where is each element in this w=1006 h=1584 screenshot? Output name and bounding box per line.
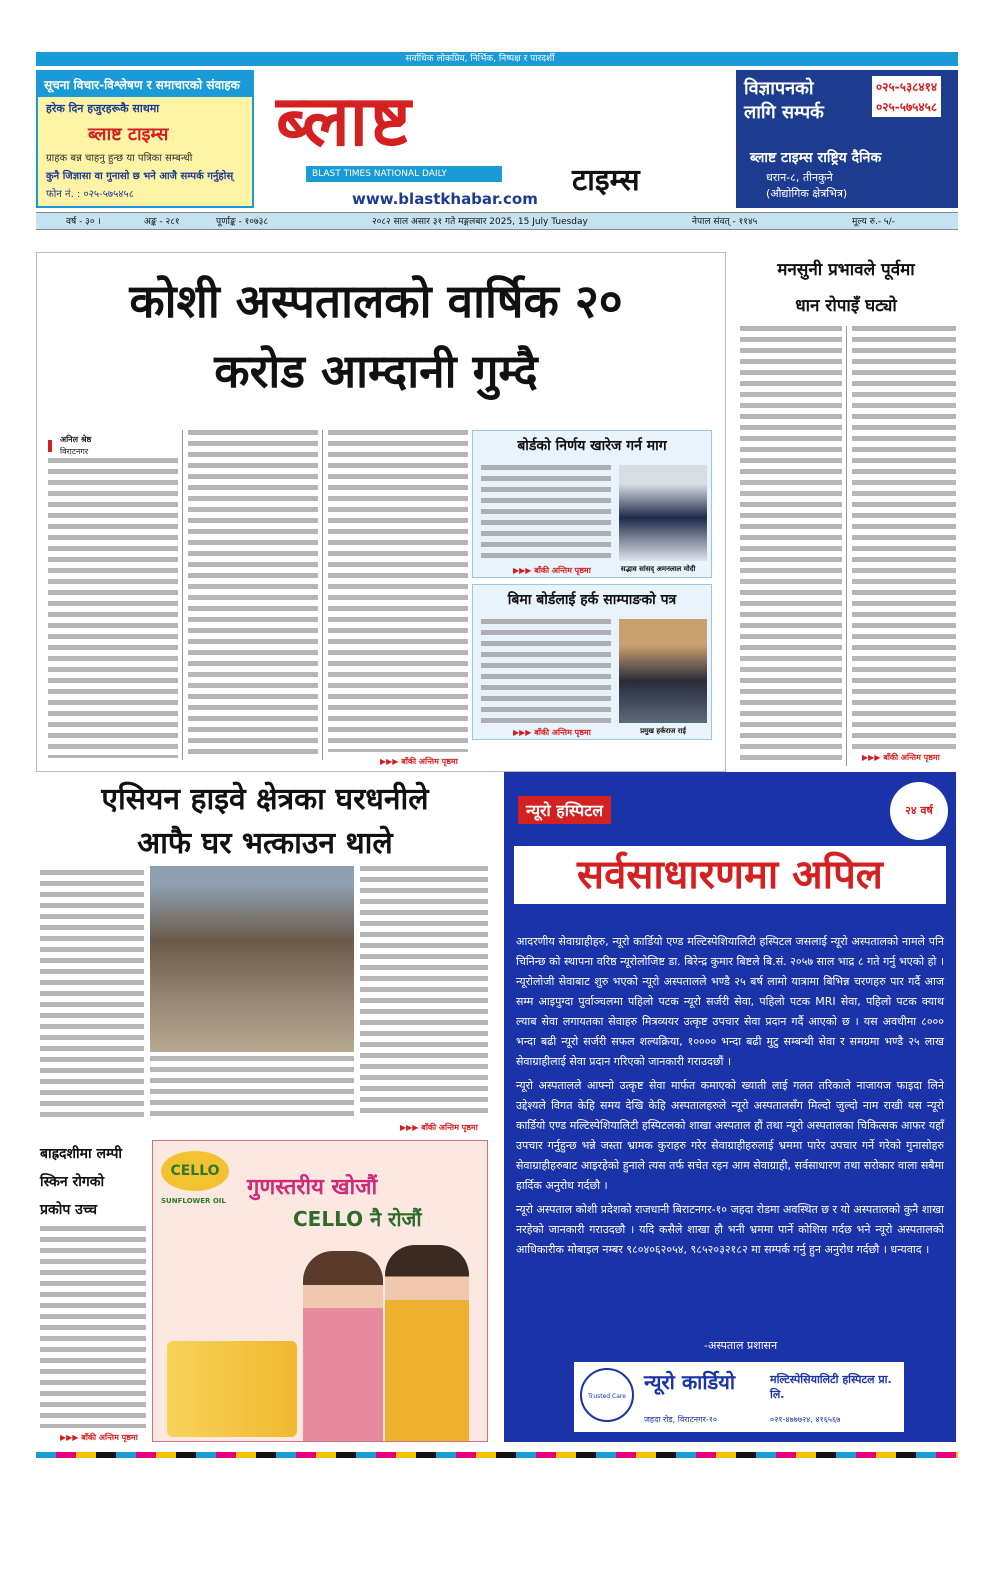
byline-marker xyxy=(48,440,52,452)
lead-headline xyxy=(40,266,712,406)
masthead-logo: ब्लाष्ट xyxy=(276,79,413,162)
masthead-logo-sub: टाइम्स xyxy=(572,163,640,198)
right-column-2 xyxy=(852,326,956,750)
box2-body xyxy=(481,619,611,723)
box1-photo xyxy=(619,465,707,561)
masthead xyxy=(262,70,712,208)
lead-column-3 xyxy=(328,430,468,752)
neuro-title: सर्वसाधारणमा अपिल xyxy=(514,846,946,904)
skin-continued-label: बाँकी अन्तिम पृष्ठमा xyxy=(81,1433,138,1442)
column-divider xyxy=(182,430,183,760)
left-ad-brand: ब्लाष्ट टाइम्स xyxy=(88,124,169,145)
issue-number: अङ्क - २८१ xyxy=(144,217,180,227)
right-story-headline xyxy=(734,252,958,324)
highway-column-2 xyxy=(150,1056,354,1120)
box2-caption: प्रमुख हर्कराज राई xyxy=(640,727,686,735)
issue-date: २०८२ साल असार ३१ गते मङ्गलबार 2025, 15 July Tuesday xyxy=(372,217,588,227)
box2-headline: बिमा बोर्डलाई हर्क साम्पाङको पत्र xyxy=(507,592,677,608)
highway-photo xyxy=(150,866,354,1052)
left-ad-strip: सूचना विचार-विश्लेषण र समाचारको संवाहक xyxy=(38,72,252,97)
right-ad-phone1: ०२५-५३८४१४ xyxy=(872,76,941,97)
masthead-tagline: सर्वाधिक लोकप्रिय, निर्भिक, निष्पक्ष र पारदर्शी xyxy=(405,54,555,64)
neuro-signature: -अस्पताल प्रशासन xyxy=(704,1339,778,1352)
neuro-hospital-ad xyxy=(504,772,956,1442)
neuro-body xyxy=(516,932,944,1260)
right-ad-title: ब्लाष्ट टाइम्स राष्ट्रिय दैनिक xyxy=(750,150,882,166)
lead-continued[interactable]: ▶▶▶ बाँकी अन्तिम पृष्ठमा xyxy=(380,757,458,766)
right-column-1 xyxy=(740,326,842,766)
skin-headline-line1: बाह्रदशीमा लम्पी xyxy=(40,1146,123,1162)
right-ad-heading2: लागि सम्पर्क xyxy=(744,102,824,123)
highway-continued[interactable]: ▶▶▶ बाँकी अन्तिम पृष्ठमा xyxy=(400,1123,478,1132)
highway-column-1 xyxy=(40,870,144,1120)
box2-continued[interactable]: ▶▶▶ बाँकी अन्तिम पृष्ठमा xyxy=(513,728,591,737)
cello-slogan-1: गुणस्तरीय खोजौं xyxy=(247,1175,378,1200)
issue-price: मूल्य रु.- ५/- xyxy=(852,217,895,227)
neuro-para1: आदरणीय सेवाग्राहीहरु, न्यूरो कार्डियो एण्ड मल्टिस्पेशियालिटी हस्पिटल जसलाई न्यूरो अस्पतालको नामले पनि चिनिन्छ को स्थापना वरिष्ठ न्यूरोलोजिष्ट डा. बिरेन्द्र कुमार बिष्टले बि.सं. २०५७ साल भाद्र ८ गते गर्नु भएको हो । न्यूरोलोजी सेवाबाट शुरु भएको न्यूरो अस्पतालले भण्डै २५ बर्ष लामो यात्रामा बिभिन्न चरणहरु पार गर्दै आज सम्म आइपुग्दा पुर्वाञ्चलमा पहिलो पटक न्यूरो सर्जरी सेवा, पहिलो पटक MRI सेवा, पहिलो पटक क्याथ ल्याब सेवा लगायतका सेवाहरु मित्रव्ययर उत्कृष्ट उपचार सेवा प्रदान गर्दै आएको छ । यस अवधीमा ८००० भन्दा बढी न्यूरो सर्जरी सफल शल्यक्रिया, १०००० भन्दा बढी मुटु सम्बन्धी सेवा र समग्रमा भण्डै २५ लाख सेवाग्राहीलाई सेवा प्रदान गरिएको जानकारी गराउदछौं । xyxy=(516,935,944,1068)
nepal-sambat: नेपाल संवत् - ११४५ xyxy=(692,217,758,227)
neuro-footer-name2: मल्टिस्पेसियालिटी हस्पिटल प्रा. लि. xyxy=(770,1373,892,1401)
right-headline-line2: धान रोपाइँ घट्यो xyxy=(795,296,897,316)
skin-headline-line2: स्किन रोगको xyxy=(40,1174,105,1190)
issue-info-bar xyxy=(36,212,958,230)
box2-photo xyxy=(619,619,707,723)
right-ad-heading1: विज्ञापनको xyxy=(744,78,814,99)
cello-logo: CELLO xyxy=(161,1151,229,1191)
masthead-url[interactable]: www.blastkhabar.com xyxy=(352,190,538,208)
highway-headline-line1: एसियन हाइवे क्षेत्रका घरधनीले xyxy=(101,782,429,817)
right-continued-label: बाँकी अन्तिम पृष्ठमा xyxy=(883,753,940,762)
issue-year: वर्ष - ३० । xyxy=(66,217,101,227)
neuro-footer xyxy=(574,1362,904,1432)
highway-continued-label: बाँकी अन्तिम पृष्ठमा xyxy=(421,1123,478,1132)
lead-continued-label: बाँकी अन्तिम पृष्ठमा xyxy=(401,757,458,766)
right-headline-line1: मनसुनी प्रभावले पूर्वमा xyxy=(777,260,915,280)
issue-total: पूर्णाङ्क - १०७३८ xyxy=(216,217,269,227)
skin-headline xyxy=(40,1140,148,1224)
cello-slogan-2: CELLO नै रोजौं xyxy=(293,1207,422,1231)
column-divider xyxy=(846,326,847,766)
right-ad-address2: (औद्योगिक क्षेत्रभित्र) xyxy=(766,187,848,200)
highway-headline-line2: आफै घर भत्काउन थाले xyxy=(137,826,393,861)
left-ad-line3: कुनै जिज्ञासा वा गुनासो छ भने आजै सम्पर्क गर्नुहोस् xyxy=(46,171,234,182)
lead-byline: अनिल श्रेष्ठ xyxy=(60,435,92,444)
neuro-tag: न्यूरो हस्पिटल xyxy=(518,796,611,824)
neuro-footer-phone: ०२१-४७७७२४, ४१६५६७ xyxy=(770,1415,841,1424)
lead-headline-line2: करोड आम्दानी गुम्दै xyxy=(214,344,538,398)
neuro-footer-address: जहदा रोड, विराटनगर-१० xyxy=(644,1415,718,1424)
box-story-1 xyxy=(472,430,712,578)
highway-headline xyxy=(40,778,490,866)
lead-place: विराटनगर xyxy=(60,447,89,456)
masthead-english-name: BLAST TIMES NATIONAL DAILY xyxy=(306,166,502,182)
box1-caption: सद्भाव सांसद् अमनलाल मोदी xyxy=(620,565,696,573)
neuro-badge-icon: २४ वर्ष xyxy=(890,782,948,840)
lead-column-2 xyxy=(188,430,318,760)
print-color-strip xyxy=(36,1452,958,1458)
right-advertising-contact xyxy=(736,70,958,208)
lead-headline-line1: कोशी अस्पतालको वार्षिक २० xyxy=(129,274,623,328)
left-subscription-ad xyxy=(36,70,254,208)
lead-column-1 xyxy=(48,458,178,758)
cello-ad xyxy=(152,1140,488,1442)
cello-brand-sub: SUNFLOWER OIL xyxy=(161,1197,226,1205)
neuro-para2: न्यूरो अस्पतालले आफ्नो उत्कृष्ट सेवा मार्फत कमाएको ख्याती लाई गलत तरिकाले नाजायज फाइदा लिने उद्देश्यले विगत केहि समय देखि केहि अस्पतालहरुले न्यूरो अस्पतालसँग मिल्दो जुल्दो नाम राखी यस न्यूरो कार्डियो एण्ड मल्टिस्पेशियालिटी हस्पिटलको शाखा अस्पताल हौं तथा न्यूरो अस्पतालका चिकित्सक आफर यहाँ उपचार गर्नुहुन्छ भन्ने जस्ता भ्रामक कुराहरु गरेर सेवाग्राहीहरुलाई भ्रममा पारेर उपचार गर्ने गरेको गुनासोहरु सेवाग्राहीहरुबाट आइरहेको हुनाले त्यस तर्फ सचेत रहन आम सेवाग्राही, सर्वसाधारण तथा सरोकार वाला सबैमा हार्दिक अनुरोध गर्दछौ । xyxy=(516,1079,944,1192)
box2-continued-label: बाँकी अन्तिम पृष्ठमा xyxy=(534,728,591,737)
box-story-2 xyxy=(472,584,712,740)
left-ad-line2: ग्राहक बन्न चाहनु हुन्छ या पत्रिका सम्बन्धी xyxy=(46,153,193,164)
neuro-footer-name: न्यूरो कार्डियो xyxy=(644,1370,736,1394)
neuro-logo-icon: Trusted Care xyxy=(580,1368,634,1422)
right-ad-phone2: ०२५-५७५४५८ xyxy=(872,96,941,117)
column-divider xyxy=(322,430,323,760)
skin-continued[interactable]: ▶▶▶ बाँकी अन्तिम पृष्ठमा xyxy=(60,1433,138,1442)
neuro-para3: न्यूरो अस्पताल कोशी प्रदेशको राजधानी बिराटनगर-१० जहदा रोडमा अवस्थित छ र यो अस्पतालको कुनै शाखा नरहेको जानकारी गराउदछौ । यदि कसैले शाखा हौ भनी भ्रममा पार्ने कोशिस गर्दछ भने न्यूरो अस्पतालको आधिकारीक मोबाइल नम्बर ९८०४०६२०५४, ९८५२०३२१८२ मा सम्पर्क गर्नु हुन अनुरोध गर्दछौ । धन्यवाद । xyxy=(516,1203,944,1256)
cello-model-1 xyxy=(303,1251,383,1441)
box1-body xyxy=(481,465,611,561)
highway-column-3 xyxy=(360,866,488,1116)
box1-continued-label: बाँकी अन्तिम पृष्ठमा xyxy=(534,566,591,575)
left-ad-line1: हरेक दिन हजुरहरूकै साथमा xyxy=(46,102,160,115)
skin-headline-line3: प्रकोप उच्च xyxy=(40,1202,98,1218)
cello-product-bottles xyxy=(167,1341,297,1437)
left-ad-phone: फोन नं. : ०२५-५७५४५८ xyxy=(46,189,134,200)
box1-headline: बोर्डको निर्णय खारेज गर्न माग xyxy=(517,438,667,454)
right-continued[interactable]: ▶▶▶ बाँकी अन्तिम पृष्ठमा xyxy=(862,753,940,762)
box1-continued[interactable]: ▶▶▶ बाँकी अन्तिम पृष्ठमा xyxy=(513,566,591,575)
cello-model-2 xyxy=(385,1245,469,1441)
right-ad-address1: धरान-८, तीनकुने xyxy=(766,171,833,184)
skin-body xyxy=(40,1226,146,1428)
